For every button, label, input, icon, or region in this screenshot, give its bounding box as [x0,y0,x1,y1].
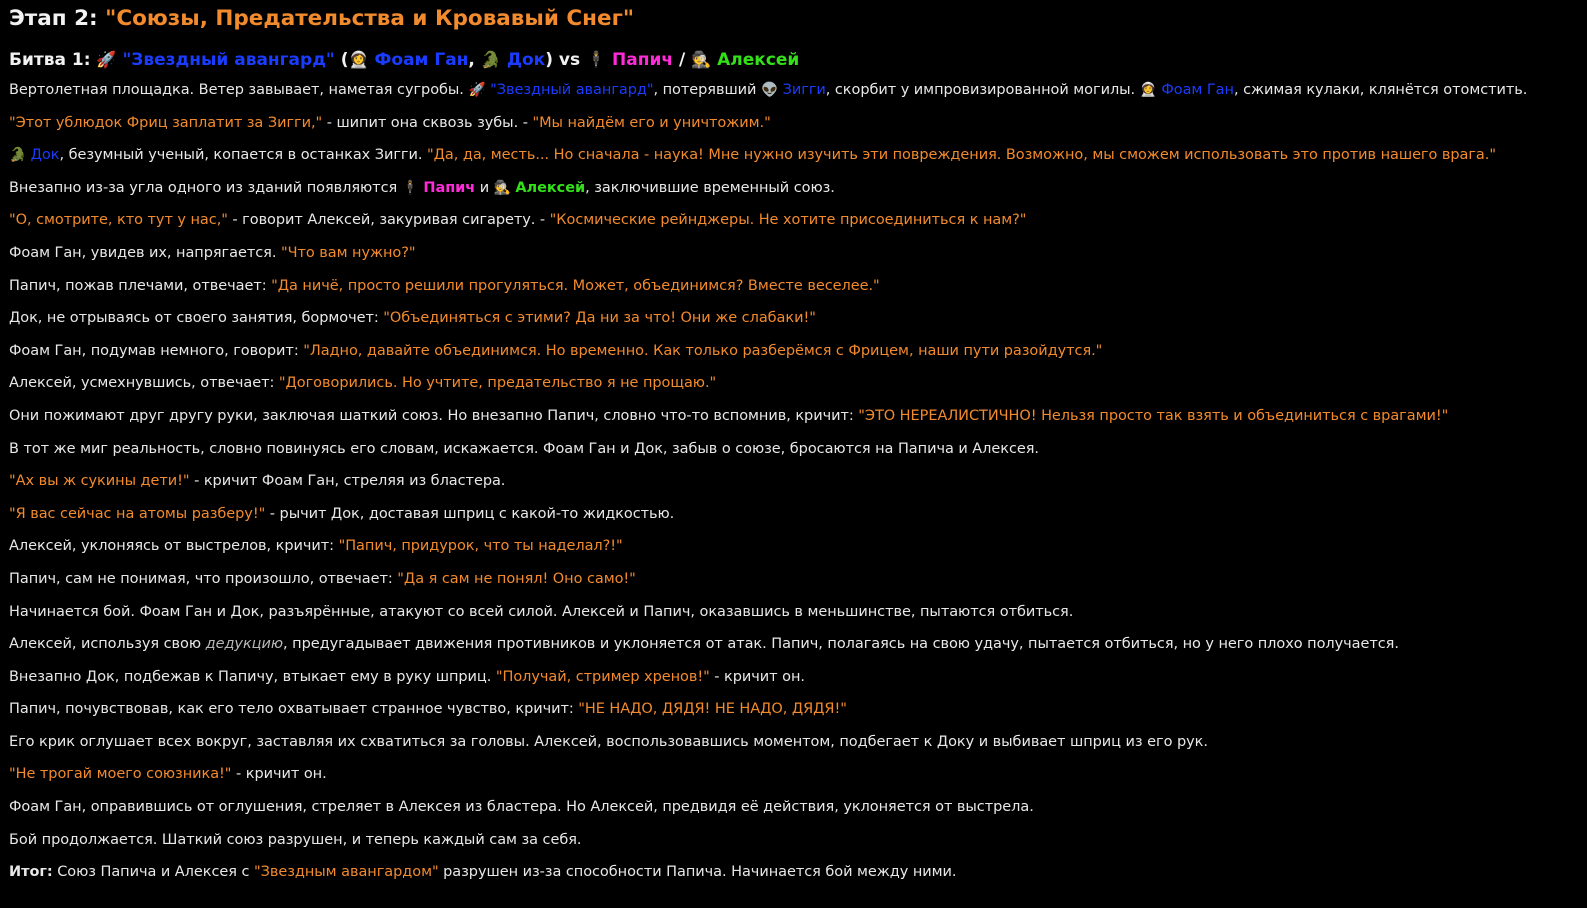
paragraph-15 [9,537,1587,556]
rocket-icon: 🚀 [96,50,117,69]
text: , потерявший [653,82,761,98]
quote: "Этот ублюдок Фриц заплатит за Зигги," [9,114,323,131]
text: - кричит Фоам Ган, стреляя из бластера. [189,473,506,490]
paragraph-3 [9,146,1587,165]
paragraph-2 [9,114,1587,133]
text: - говорит Алексей, закуривая сигарету. - [227,212,550,229]
detective-icon: 🕵 [691,50,712,69]
stage-heading [9,4,1587,34]
text: Папич, сам не понимая, что произошло, отвечает: [9,570,398,587]
fighter-papich: Папич [612,50,674,70]
stage-title: "Союзы, Предательства и Кровавый Снег" [105,6,635,31]
astronaut-icon: 👩‍🚀 [1139,82,1157,98]
paren-open: ( [334,50,349,70]
text: - шипит она сквозь зубы. - [322,114,533,131]
team-star-vanguard: "Звездный авангард" [490,82,654,98]
summary-label: Итог: [9,864,53,881]
text: Алексей, используя свою [9,636,206,653]
paragraph-24 [9,831,1587,850]
paragraph-6 [9,244,1587,263]
paragraph-1 [9,81,1587,100]
name-ziggi: Зигги [782,82,826,98]
quote: "Получай, стример хренов!" [495,668,710,685]
alien-icon: 👽 [760,82,779,98]
quote: "Да ничё, просто решили прогуляться. Может, объединимся? Вместе веселее." [271,277,880,294]
rocket-icon: 🚀 [468,82,486,98]
paragraph-18 [9,635,1587,654]
fighter-aleksey: Алексей [717,50,800,70]
text: Алексей, уклоняясь от выстрелов, кричит: [9,538,339,555]
paragraph-22 [9,765,1587,784]
quote: "Ладно, давайте объединимся. Но временно. Как только разберёмся с Фрицем, наши пути разойдутся." [303,342,1103,359]
summary-paragraph [9,863,1587,882]
text: Внезапно из-за угла одного из зданий появляются [9,179,402,196]
astronaut-icon: 👩‍🚀 [348,50,369,69]
quote: "НЕ НАДО, ДЯДЯ! НЕ НАДО, ДЯДЯ!" [578,701,847,718]
quote: "Я вас сейчас на атомы разберу!" [9,505,266,522]
text: Внезапно Док, подбежав к Папичу, втыкает ему в руку шприц. [9,668,496,685]
text: Вертолетная площадка. Ветер завывает, наметая сугробы. [9,82,469,98]
text: Бой продолжается. Шаткий союз разрушен, и теперь каждый сам за себя. [9,831,582,848]
paragraph-20 [9,700,1587,719]
battle-heading [9,48,1587,72]
paragraph-17 [9,603,1587,622]
man-in-suit-icon: 🕴 [401,179,419,196]
paragraph-11 [9,407,1587,426]
versus-separator: ) vs [545,50,586,70]
fighter-foam-gan: Фоам Ган [374,50,469,70]
paragraph-4 [9,179,1587,198]
paragraph-5 [9,211,1587,230]
paragraph-16 [9,570,1587,589]
text: , заключившие временный союз. [585,179,835,196]
text: Фоам Ган, увидев их, напрягается. [9,244,281,261]
text: Алексей, усмехнувшись, отвечает: [9,375,279,392]
text: , сжимая кулаки, клянётся отомстить. [1233,82,1528,98]
quote: "Да, да, месть... Но сначала - наука! Мне нужно изучить эти повреждения. Возможно, мы сможем использовать это против нашего врага." [427,147,1496,164]
comma: , [468,50,481,70]
battle-prefix: Битва 1: [9,50,97,70]
paragraph-12 [9,440,1587,459]
text: Его крик оглушает всех вокруг, заставляя их схватиться за головы. Алексей, воспользовавшись моментом, подбегает к Доку и выбивает шприц из его рук. [9,733,1208,750]
quote: "Звездным авангардом" [253,864,439,881]
quote: "О, смотрите, кто тут у нас," [9,212,228,229]
text: Начинается бой. Фоам Ган и Док, разъярённые, атакуют со всей силой. Алексей и Папич, оказавшись в меньшинстве, пытаются отбиться. [9,603,1074,620]
text: Фоам Ган, подумав немного, говорит: [9,342,304,359]
quote: "Договорились. Но учтите, предательство я не прощаю." [278,375,717,392]
text: - кричит он. [709,668,805,685]
paragraph-9 [9,342,1587,361]
text: Они пожимают друг другу руки, заключая шаткий союз. Но внезапно Папич, словно что-то вспомнив, кричит: [9,407,859,424]
paragraph-10 [9,374,1587,393]
name-foam-gan: Фоам Ган [1161,82,1234,98]
name-dok: Док [30,147,60,164]
text: Фоам Ган, оправившись от оглушения, стреляет в Алексея из бластера. Но Алексей, предвидя её действия, уклоняется от выстрела. [9,799,1034,816]
quote: "ЭТО НЕРЕАЛИСТИЧНО! Нельзя просто так взять и объединиться с врагами!" [858,407,1449,424]
paragraph-14 [9,505,1587,524]
text: разрушен из-за способности Папича. Начинается бой между ними. [438,864,957,881]
quote: "Что вам нужно?" [280,244,416,261]
quote: "Мы найдём его и уничтожим." [532,114,771,131]
slash-separator: / [673,50,692,70]
quote: "Космические рейнджеры. Не хотите присоединиться к нам?" [549,212,1027,229]
man-in-suit-icon: 🕴 [586,50,607,69]
paragraph-19 [9,668,1587,687]
paragraph-7 [9,277,1587,296]
crocodile-icon: 🐊 [480,50,501,69]
text: Папич, почувствовав, как его тело охватывает странное чувство, кричит: [9,701,579,718]
quote: "Папич, придурок, что ты наделал?!" [338,538,623,555]
text: и [475,179,494,196]
paragraph-23 [9,798,1587,817]
paragraph-21 [9,733,1587,752]
text: Папич, пожав плечами, отвечает: [9,277,272,294]
text: Союз Папича и Алексея с [52,864,254,881]
name-papich: Папич [423,179,476,196]
text: , безумный ученый, копается в останках Зигги. [59,147,427,164]
text: - рычит Док, доставая шприц с какой-то жидкостью. [265,505,675,522]
text: , предугадывает движения противников и уклоняется от атак. Папич, полагаясь на свою удачу, пытается отбиться, но у него плохо получается. [283,636,1399,653]
text: Док, не отрываясь от своего занятия, бормочет: [9,310,384,327]
quote: "Не трогай моего союзника!" [9,766,232,783]
name-aleksey: Алексей [515,179,586,196]
stage-prefix: Этап 2: [9,6,106,31]
paragraph-8 [9,309,1587,328]
text: В тот же миг реальность, словно повинуясь его словам, искажается. Фоам Ган и Док, забыв о союзе, бросаются на Папича и Алексея. [9,440,1039,457]
text: - кричит он. [231,766,327,783]
emphasis: дедукцию [205,636,284,653]
crocodile-icon: 🐊 [9,147,27,164]
paragraph-13 [9,472,1587,491]
quote: "Ах вы ж сукины дети!" [9,473,190,490]
fighter-dok: Док [506,50,546,70]
text: , скорбит у импровизированной могилы. [825,82,1140,98]
quote: "Объединяться с этими? Да ни за что! Они же слабаки!" [383,310,816,327]
team-star-vanguard: "Звездный авангард" [122,50,335,70]
detective-icon: 🕵 [493,179,511,196]
quote: "Да я сам не понял! Оно само!" [397,570,636,587]
